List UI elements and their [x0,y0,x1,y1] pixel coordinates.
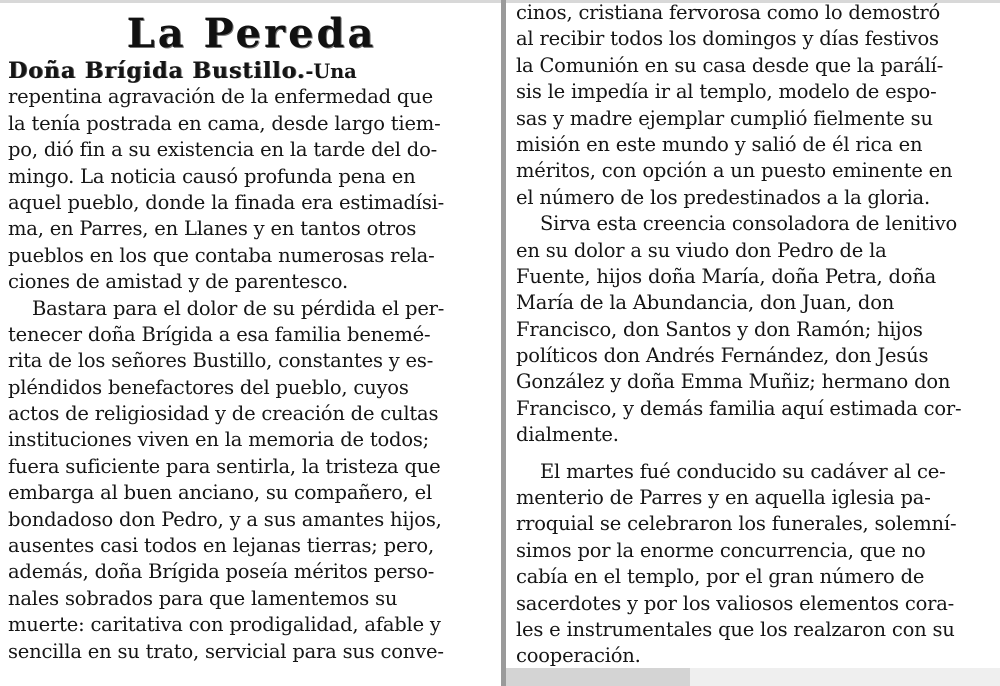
text-line: nales sobrados para que lamentemos su [8,586,398,610]
text-line: Francisco, don Santos y don Ramón; hijos [516,317,923,341]
text-line: políticos don Andrés Fernández, don Jesús [516,344,929,368]
text-line: aquel pueblo, donde la finada era estimadísi- [8,190,445,214]
text-line: el número de los predestinados a la gloria. [516,185,930,209]
text-line: María de la Abundancia, don Juan, don [516,291,895,315]
text-line: les e instrumentales que los realzaron con su [516,617,955,641]
text-line: sas y madre ejemplar cumplió fielmente su [516,106,933,130]
text-line: rita de los señores Bustillo, constantes y es- [8,349,434,373]
article-subhead: Doña Brígida Bustillo. [8,58,306,84]
text-line: bondadoso don Pedro, y a sus amantes hijos, [8,507,442,531]
text-line: la tenía postrada en cama, desde largo tiem- [8,111,441,135]
text-line: cabía en el templo, por el gran número de [516,565,925,589]
text-line: cooperación. [516,644,641,668]
text-line: Bastara para el dolor de su pérdida el per- [32,296,445,320]
text-line: fuera suficiente para sentirla, la tristeza que [8,454,441,478]
text-line: ausentes casi todos en lejanas tierras; pero, [8,534,434,558]
text-line: además, doña Brígida poseía méritos perso- [8,560,435,584]
text-line: actos de religiosidad y de creación de cultas [8,402,439,426]
text-line: rroquial se celebraron los funerales, solemní- [516,512,957,536]
text-line: simos por la enorme concurrencia, que no [516,538,926,562]
text-line: El martes fué conducido su cadáver al ce- [540,459,946,483]
text-line: muerte: caritativa con prodigalidad, afable y [8,613,441,637]
text-line: ciones de amistad y de parentesco. [8,270,348,294]
text-line: sacerdotes y por los valiosos elementos cora- [516,591,955,615]
text-line: tenecer doña Brígida a esa familia benemé- [8,322,431,346]
text-line: al recibir todos los domingos y días festivos [516,27,939,51]
text-line: cinos, cristiana fervorosa como lo demostró [516,1,940,24]
text-line: González y doña Emma Muñiz; hermano don [516,370,951,394]
text-line: sencilla en su trato, servicial para sus conve- [8,639,444,663]
text-line: Fuente, hijos doña María, doña Petra, doña [516,264,937,288]
text-line: repentina agravación de la enfermedad que [8,85,433,109]
text-line: ma, en Parres, en Llanes y en tantos otros [8,217,417,241]
page-title: La Pereda [126,10,377,57]
subhead-tail: -Una [305,60,357,83]
text-line: en su dolor a su viudo don Pedro de la [516,238,887,262]
subhead-line [8,58,495,84]
text-line: pléndidos benefactores del pueblo, cuyos [8,375,409,399]
text-line: la Comunión en su casa desde que la parálí- [516,53,944,77]
text-line: po, dió fin a su existencia en la tarde del do- [8,138,438,162]
text-line: Francisco, y demás familia aquí estimada cor- [516,396,962,420]
text-line: méritos, con opción a un puesto eminente en [516,159,953,183]
text-line: instituciones viven en la memoria de todos; [8,428,430,452]
bottom-edge-light [690,668,1000,686]
text-line: sis le impedía ir al templo, modelo de espo- [516,80,937,104]
paragraph-gap [516,449,994,459]
text-line: menterio de Parres y en aquella iglesia pa- [516,486,931,510]
right-column [506,0,1000,686]
text-line: misión en este mundo y salió de él rica en [516,132,923,156]
text-line: mingo. La noticia causó profunda pena en [8,164,416,188]
text-line: embarga al buen anciano, su compañero, el [8,481,432,505]
text-line: Sirva esta creencia consoladora de lenitivo [540,212,958,236]
text-line: dialmente. [516,423,619,447]
text-line: pueblos en los que contaba numerosas rela- [8,243,435,267]
